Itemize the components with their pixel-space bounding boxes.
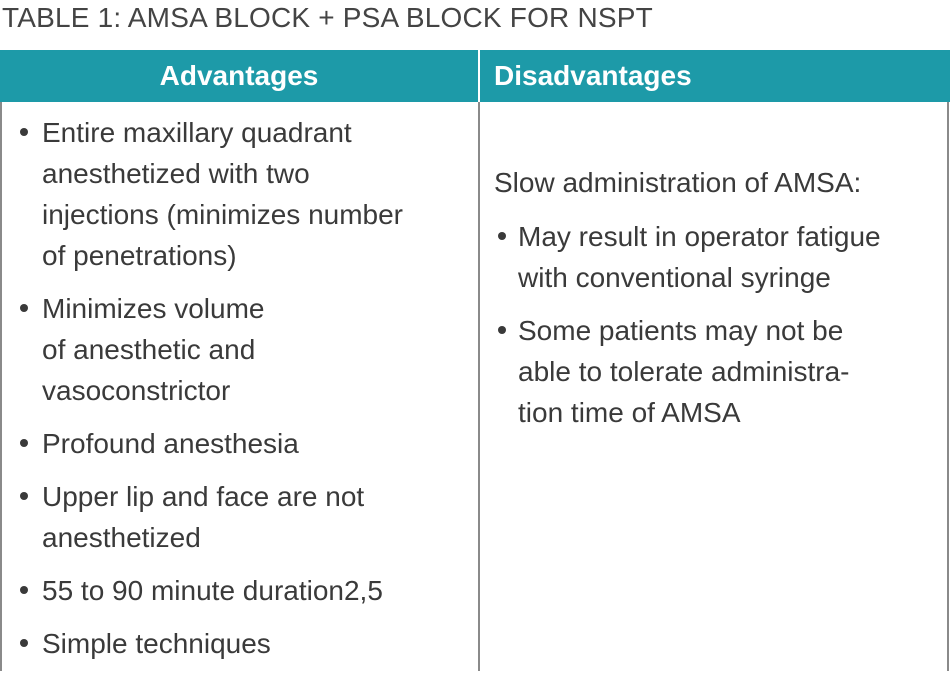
list-item-line: Upper lip and face are not [42, 481, 365, 512]
list-item [18, 112, 468, 276]
list-item [18, 476, 468, 558]
bullet-icon [20, 304, 28, 312]
advantages-list [18, 112, 468, 676]
comparison-table [0, 50, 950, 671]
header-advantages: Advantages [159, 60, 319, 91]
list-item-line: able to tolerate administra- [518, 356, 850, 387]
list-item [496, 216, 941, 298]
bullet-icon [20, 128, 28, 136]
disadvantages-intro: Slow administration of AMSA: [494, 167, 862, 198]
bullet-icon [498, 326, 506, 334]
bullet-icon [20, 439, 28, 447]
list-item [18, 623, 468, 664]
table-left-border [0, 102, 2, 671]
bullet-icon [20, 492, 28, 500]
list-item-line: 55 to 90 minute duration2,5 [42, 575, 383, 606]
bullet-icon [20, 586, 28, 594]
header-divider [478, 50, 480, 102]
bullet-icon [498, 232, 506, 240]
list-item-line: tion time of AMSA [518, 397, 741, 428]
header-disadvantages: Disadvantages [494, 60, 692, 91]
list-item-line: Entire maxillary quadrant [42, 117, 352, 148]
list-item-line: Some patients may not be [518, 315, 844, 346]
list-item-line: of anesthetic and [42, 334, 256, 365]
list-item-line: with conventional syringe [518, 262, 831, 293]
list-item [496, 310, 941, 433]
list-item-line: of penetrations) [42, 240, 237, 271]
list-item-line: injections (minimizes number [42, 199, 404, 230]
table-header [0, 50, 950, 102]
list-item-line: May result in operator fatigue [518, 221, 881, 252]
table-right-border [947, 102, 949, 671]
table-caption: TABLE 1: AMSA BLOCK + PSA BLOCK FOR NSPT [2, 2, 653, 33]
list-item-line: anesthetized [42, 522, 201, 553]
column-divider [478, 102, 480, 671]
list-item-line: Minimizes volume [42, 293, 265, 324]
list-item-line: Profound anesthesia [42, 428, 299, 459]
disadvantages-list [496, 216, 941, 445]
list-item [18, 423, 468, 464]
list-item-line: anesthetized with two [42, 158, 310, 189]
list-item [18, 570, 468, 611]
bullet-icon [20, 639, 28, 647]
list-item-line: Simple techniques [42, 628, 271, 659]
list-item-line: vasoconstrictor [42, 375, 231, 406]
list-item [18, 288, 468, 411]
